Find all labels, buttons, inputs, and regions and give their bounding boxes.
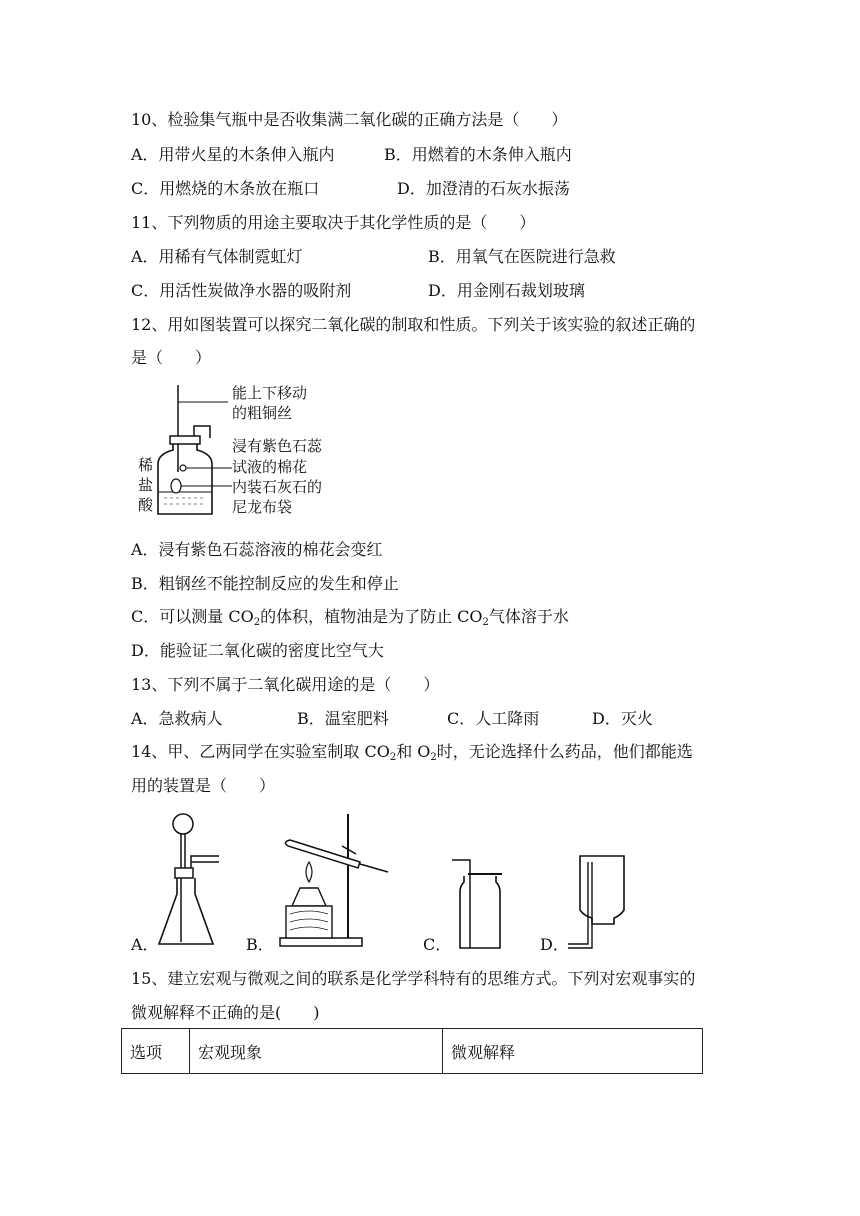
label-acid-2: 盐 <box>138 476 154 494</box>
q15-stem-line2: 微观解释不正确的是( ) <box>131 1003 320 1022</box>
label-cotton-line1: 浸有紫色石蕊 <box>232 437 323 455</box>
q14-option-c-label: C． <box>423 935 452 954</box>
co2-apparatus-figure <box>128 380 338 525</box>
q13-option-c: C．人工降雨 <box>447 709 540 728</box>
q14-stem-line1: 14、甲、乙两同学在实验室制取 $CO_2$和 $O_2$时，无论选择什么药品，他们都能选 <box>131 742 693 763</box>
q12-option-c: C．可以测量 $CO_2$的体积，植物油是为了防止 $CO_2$气体溶于水 <box>131 607 569 628</box>
q10-option-b: B．用燃着的木条伸入瓶内 <box>384 145 572 164</box>
q12-option-b: B．粗钢丝不能控制反应的发生和停止 <box>131 574 399 593</box>
q10-option-c: C．用燃烧的木条放在瓶口 <box>131 179 320 198</box>
table-header-row <box>122 1029 703 1074</box>
label-copper-wire-line1: 能上下移动 <box>232 384 308 402</box>
label-bag-line2: 尼龙布袋 <box>232 498 293 516</box>
q13-option-b: B．温室肥料 <box>297 709 389 728</box>
q10-stem: 10、检验集气瓶中是否收集满二氧化碳的正确方法是（ ） <box>131 110 568 129</box>
q10-option-d: D．加澄清的石灰水振荡 <box>397 179 570 198</box>
q12-stem-line1: 12、用如图装置可以探究二氧化碳的制取和性质。下列关于该实验的叙述正确的 <box>131 315 696 334</box>
q12-option-d: D．能验证二氧化碳的密度比空气大 <box>131 641 384 660</box>
q11-stem: 11、下列物质的用途主要取决于其化学性质的是（ ） <box>131 213 536 232</box>
q13-option-d: D．灭火 <box>592 709 653 728</box>
header-micro-explanation: 微观解释 <box>443 1029 703 1074</box>
q15-stem-line1: 15、建立宏观与微观之间的联系是化学学科特有的思维方式。下列对宏观事实的 <box>131 969 696 988</box>
q10-option-a: A．用带火星的木条伸入瓶内 <box>131 145 335 164</box>
q14-stem-line2: 用的装置是（ ） <box>131 776 276 795</box>
q15-table <box>121 1028 703 1074</box>
flask-funnel-apparatus <box>155 812 225 952</box>
q12-stem-line2: 是（ ） <box>131 348 212 367</box>
q14-option-b-label: B． <box>246 935 274 954</box>
header-macro-phenomenon: 宏观现象 <box>190 1029 443 1074</box>
q11-option-a: A．用稀有气体制霓虹灯 <box>131 247 303 266</box>
q11-option-b: B．用氧气在医院进行急救 <box>428 247 616 266</box>
q11-option-d: D．用金刚石裁划玻璃 <box>428 281 585 300</box>
label-acid-1: 稀 <box>138 456 154 474</box>
label-bag-line1: 内装石灰石的 <box>232 478 323 496</box>
q14-option-d-label: D． <box>540 935 569 954</box>
q14-option-a-label: A． <box>131 935 159 954</box>
q13-stem: 13、下列不属于二氧化碳用途的是（ ） <box>131 675 440 694</box>
gas-bottle-inverted-apparatus <box>566 852 636 954</box>
label-copper-wire-line2: 的粗铜丝 <box>232 404 293 422</box>
gas-bottle-upright-apparatus <box>448 852 508 954</box>
header-option: 选项 <box>122 1029 190 1074</box>
label-cotton-line2: 试液的棉花 <box>232 458 308 476</box>
q13-option-a: A．急救病人 <box>131 709 223 728</box>
label-acid-3: 酸 <box>138 496 154 514</box>
q12-option-a: A．浸有紫色石蕊溶液的棉花会变红 <box>131 540 383 559</box>
heated-test-tube-apparatus <box>270 810 400 952</box>
q11-option-c: C．用活性炭做净水器的吸附剂 <box>131 281 352 300</box>
